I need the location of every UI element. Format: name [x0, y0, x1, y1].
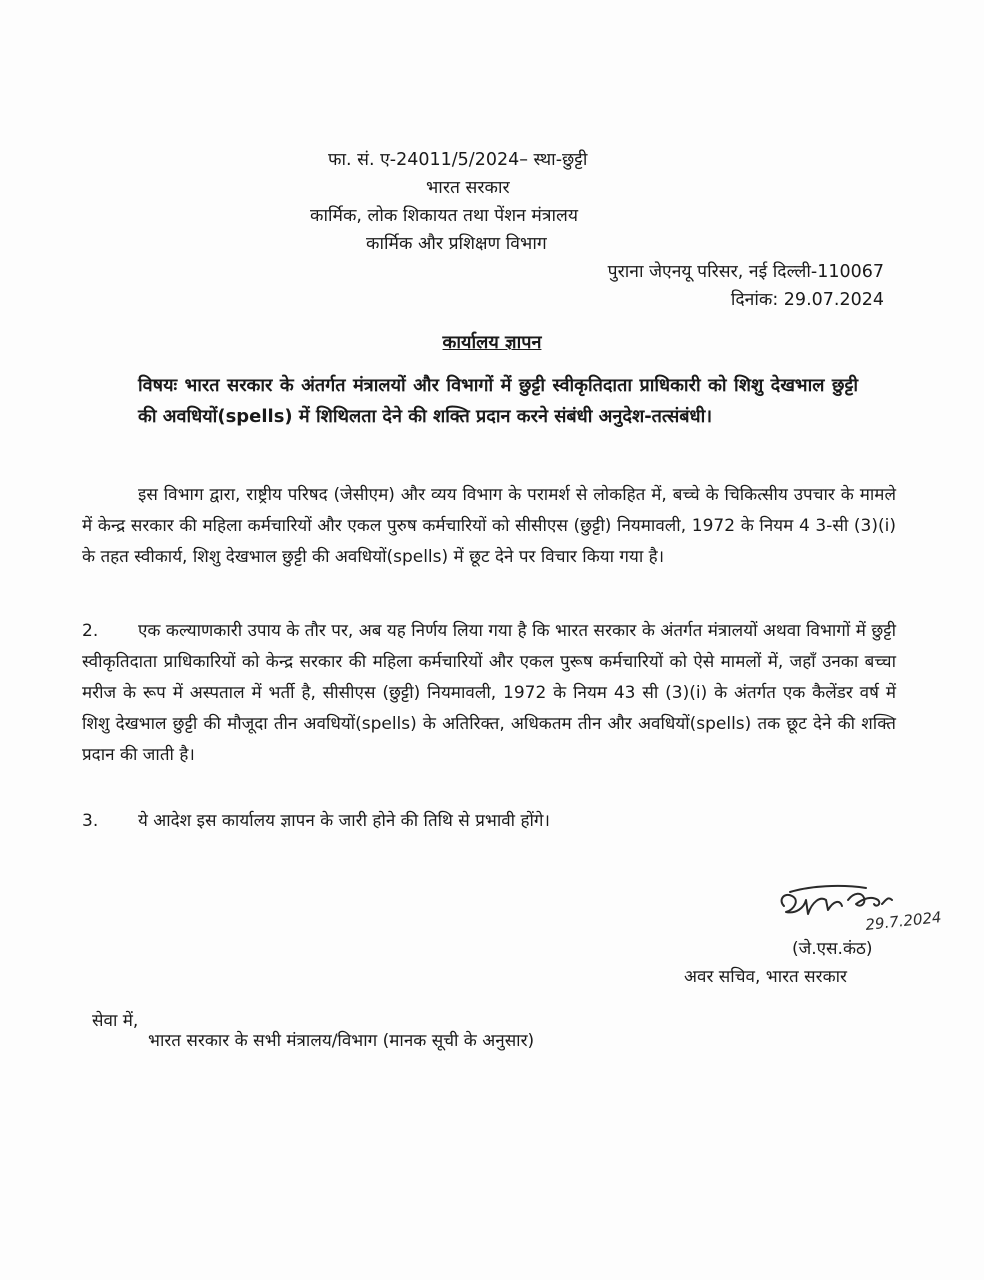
signature-date: 29.7.2024 — [864, 908, 943, 934]
memo-date: दिनांक: 29.07.2024 — [730, 290, 884, 310]
addressee-label: सेवा में, — [92, 1011, 139, 1031]
department-name: कार्मिक और प्रशिक्षण विभाग — [366, 234, 547, 254]
handwritten-signature — [770, 870, 970, 942]
paragraph-3 — [82, 806, 896, 837]
letterhead — [310, 146, 890, 314]
paragraph-3-number: 3. — [82, 811, 99, 831]
paragraph-2 — [82, 616, 896, 771]
file-number: फा. सं. ए-24011/5/2024– स्था-छुट्टी — [328, 150, 588, 170]
addressee-recipient: भारत सरकार के सभी मंत्रालय/विभाग (मानक सूची के अनुसार) — [148, 1031, 535, 1051]
paragraph-2-number: 2. — [82, 621, 99, 641]
subject-line: विषयः भारत सरकार के अंतर्गत मंत्रालयों और विभागों में छुट्टी स्वीकृतिदाता प्राधिकारी को शिशु देखभाल छुट्टी की अवधियों(spells) में शिथिलता देने की शक्ति प्रदान करने संबंधी अनुदेश-तत्संबंधी। — [138, 375, 858, 427]
government-name: भारत सरकार — [426, 178, 510, 198]
paragraph-1-text: इस विभाग द्वारा, राष्ट्रीय परिषद (जेसीएम) और व्यय विभाग के परामर्श से लोकहित में, बच्चे के चिकित्सीय उपचार के मामले में केन्द्र सरकार की महिला कर्मचारियों और एकल पुरुष कर्मचारियों को सीसीएस (छुट्टी) नियमावली, 1972 के नियम 4 3-सी (3)(i) के तहत स्वीकार्य, शिशु देखभाल छुट्टी की अवधियों(spells) में छूट देने पर विचार किया गया है। — [82, 485, 896, 567]
paragraph-3-text: ये आदेश इस कार्यालय ज्ञापन के जारी होने की तिथि से प्रभावी होंगे। — [138, 811, 550, 831]
signatory-name: (जे.एस.कंठ) — [792, 939, 873, 959]
memo-title: कार्यालय ज्ञापन — [442, 332, 542, 353]
ministry-name: कार्मिक, लोक शिकायत तथा पेंशन मंत्रालय — [310, 206, 579, 226]
paragraph-1 — [82, 480, 896, 573]
signature-block — [680, 862, 943, 1002]
paragraph-2-text: एक कल्याणकारी उपाय के तौर पर, अब यह निर्णय लिया गया है कि भारत सरकार के अंतर्गत मंत्रालयों अथवा विभागों में छुट्टी स्वीकृतिदाता प्राधिकारियों को केन्द्र सरकार की महिला कर्मचारियों और एकल पुरूष कर्मचारियों को ऐसे मामलों में, जहाँ उनका बच्चा मरीज के रूप में अस्पताल में भर्ती है, सीसीएस (छुट्टी) नियमावली, 1972 के नियम 43 सी (3)(i) के अंतर्गत एक कैलेंडर वर्ष में शिशु देखभाल छुट्टी की मौजूदा तीन अवधियों(spells) के अतिरिक्त, अधिकतम तीन और अवधियों(spells) तक छूट देने की शक्ति प्रदान की जाती है। — [82, 621, 896, 765]
office-address: पुराना जेएनयू परिसर, नई दिल्ली-110067 — [607, 262, 884, 282]
signatory-designation: अवर सचिव, भारत सरकार — [684, 967, 848, 987]
